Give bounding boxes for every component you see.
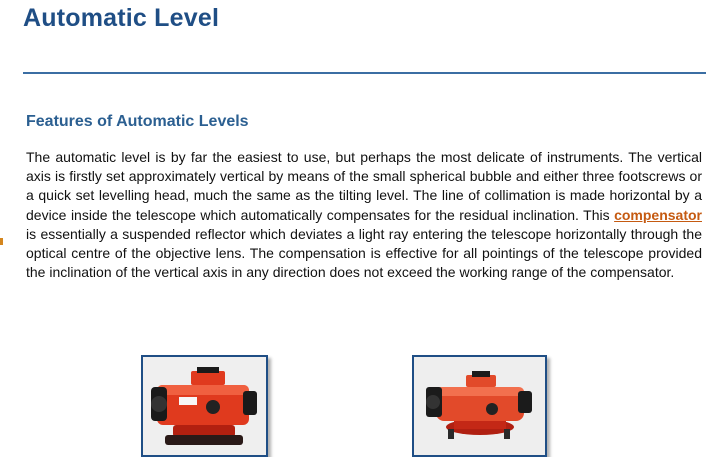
page-title: Automatic Level	[23, 4, 220, 32]
instrument-photo-2	[412, 355, 547, 457]
body-text-after: is essentially a suspended reflector which deviates a light ray entering the telescope horizontally through the optical centre of the objective lens. The compensation is effective for all pointings of the telescope provided the inclination of the vertical axis in any direction does not exceed the working range of the compensator.	[26, 225, 702, 281]
instrument-photo-1	[141, 355, 268, 457]
margin-marker	[0, 238, 3, 245]
title-divider	[23, 72, 706, 74]
automatic-level-instrument-icon	[414, 357, 545, 455]
body-paragraph	[26, 148, 702, 282]
automatic-level-instrument-icon	[143, 357, 266, 455]
section-heading: Features of Automatic Levels	[26, 113, 249, 130]
body-text-before: The automatic level is by far the easiest to use, but perhaps the most delicate of instruments. The vertical axis is firstly set approximately vertical by means of the small spherical bubble and either three footscrews or a quick set levelling head, much the same as the tilting level. The line of collimation is made horizontal by a device inside the telescope which automatically compensates for the residual inclination. This	[26, 149, 702, 223]
compensator-link[interactable]: compensator	[614, 206, 702, 223]
